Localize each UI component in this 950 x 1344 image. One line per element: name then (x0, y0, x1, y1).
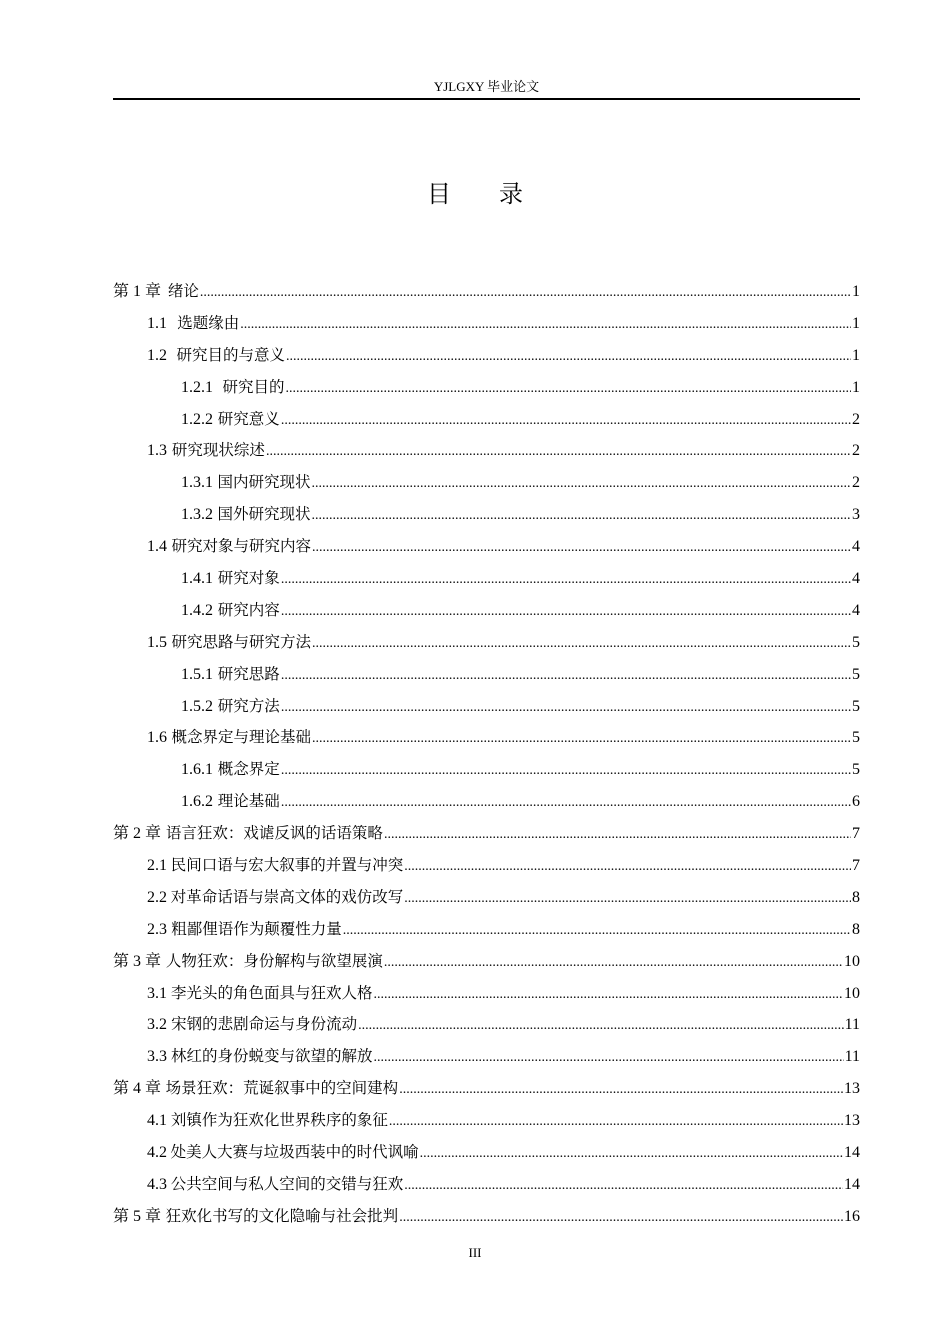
toc-entry-page: 11 (844, 1016, 860, 1034)
toc-entry-page: 14 (844, 1144, 860, 1162)
toc-entry-title: 粗鄙俚语作为颠覆性力量 (171, 919, 342, 938)
toc-entry-number: 2.2 (147, 888, 167, 906)
toc-entry-page: 5 (852, 633, 860, 651)
toc-entry-number: 1.5.1 (181, 665, 213, 683)
toc-dot-leader (281, 755, 851, 787)
toc-entry-page: 13 (844, 1112, 860, 1130)
toc-entry-page: 4 (852, 601, 860, 619)
toc-entry[interactable] (113, 627, 860, 659)
toc-entry-title: 研究目的 (222, 377, 285, 396)
toc-entry-number: 3.3 (147, 1048, 167, 1066)
toc-dot-leader (281, 660, 851, 692)
toc-entry[interactable] (113, 850, 860, 882)
toc-entry[interactable] (113, 1169, 860, 1201)
toc-entry-page: 11 (844, 1048, 860, 1066)
toc-entry-title: 公共空间与私人空间的交错与狂欢 (170, 1174, 404, 1193)
toc-dot-leader (373, 1042, 843, 1074)
toc-entry-title: 研究思路与研究方法 (171, 632, 312, 651)
toc-entry-title: 对革命话语与崇高文体的戏仿改写 (170, 887, 404, 906)
toc-entry-page: 13 (844, 1080, 860, 1098)
toc-entry-title: 研究目的与意义 (176, 345, 286, 364)
toc-entry-number: 3.2 (147, 1016, 167, 1034)
toc-dot-leader (286, 341, 851, 373)
toc-dot-leader (420, 1138, 843, 1170)
toc-entry-page: 6 (852, 793, 860, 811)
toc-entry[interactable] (113, 754, 860, 786)
toc-entry-number: 第 4 章 (113, 1080, 162, 1098)
toc-entry[interactable] (113, 1105, 860, 1137)
toc-entry[interactable] (113, 595, 860, 627)
toc-entry-page: 10 (844, 984, 860, 1002)
toc-dot-leader (312, 532, 851, 564)
toc-entry-number: 1.4.1 (181, 570, 213, 588)
toc-entry-page: 16 (844, 1207, 860, 1225)
toc-entry-page: 1 (852, 314, 860, 332)
toc-entry[interactable] (113, 978, 860, 1010)
toc-entry-number: 3.1 (147, 984, 167, 1002)
toc-entry[interactable] (113, 691, 860, 723)
toc-entry[interactable] (113, 786, 860, 818)
toc-entry[interactable] (113, 818, 860, 850)
toc-dot-leader (312, 628, 851, 660)
toc-entry-title: 刘镇作为狂欢化世界秩序的象征 (170, 1111, 388, 1130)
toc-entry-page: 10 (844, 952, 860, 970)
toc-entry-number: 1.2.2 (181, 410, 213, 428)
toc-entry-page: 5 (852, 761, 860, 779)
toc-entry-page: 2 (852, 442, 860, 460)
toc-entry-number: 1.3 (147, 442, 167, 460)
toc-entry-title: 研究对象 (217, 569, 280, 588)
toc-entry-title: 选题缘由 (177, 313, 240, 332)
toc-entry[interactable] (113, 659, 860, 691)
toc-dot-leader (358, 1010, 844, 1042)
toc-entry[interactable] (113, 1201, 860, 1233)
toc-entry-title: 狂欢化书写的文化隐喻与社会批判 (165, 1206, 399, 1225)
toc-entry[interactable] (113, 1073, 860, 1105)
toc-entry[interactable] (113, 531, 860, 563)
toc-entry-number: 4.3 (147, 1175, 167, 1193)
toc-entry-title: 概念界定 (217, 760, 280, 779)
toc-entry-title: 国内研究现状 (217, 473, 311, 492)
toc-entry-title: 场景狂欢：荒诞叙事中的空间建构 (165, 1079, 399, 1098)
toc-entry-title: 宋钢的悲剧命运与身份流动 (171, 1015, 358, 1034)
toc-entry-number: 4.2 (147, 1144, 167, 1162)
toc-dot-leader (240, 309, 851, 341)
toc-entry-number: 1.4.2 (181, 601, 213, 619)
toc-entry[interactable] (113, 276, 860, 308)
toc-entry-title: 李光头的角色面具与狂欢人格 (170, 983, 373, 1002)
toc-entry-number: 1.4 (147, 538, 167, 556)
toc-entry-title: 绪论 (167, 282, 199, 300)
toc-dot-leader (312, 468, 851, 500)
toc-entry-page: 1 (852, 283, 860, 300)
toc-entry[interactable] (113, 340, 860, 372)
toc-entry-page: 7 (852, 825, 860, 843)
toc-entry-number: 1.2.1 (181, 378, 213, 396)
toc-entry[interactable] (113, 308, 860, 340)
toc-entry-title: 人物狂欢：身份解构与欲望展演 (165, 951, 383, 970)
toc-entry-title: 研究现状综述 (171, 441, 265, 460)
toc-entry[interactable] (113, 914, 860, 946)
toc-entry-page: 3 (852, 506, 860, 524)
toc-dot-leader (373, 979, 843, 1011)
toc-entry-page: 2 (852, 410, 860, 428)
toc-entry-page: 1 (852, 378, 860, 396)
toc-dot-leader (404, 1170, 843, 1202)
toc-entry-number: 4.1 (147, 1112, 167, 1130)
toc-entry-title: 研究意义 (217, 409, 280, 428)
toc-entry[interactable] (113, 372, 860, 404)
toc-entry-page: 1 (852, 346, 860, 364)
toc-entry-page: 4 (852, 570, 860, 588)
toc-entry-title: 民间口语与宏大叙事的并置与冲突 (170, 856, 404, 875)
toc-dot-leader (399, 1202, 843, 1234)
toc-entry-number: 第 1 章 (113, 283, 162, 300)
header-rule (113, 98, 860, 100)
toc-dot-leader (404, 851, 851, 883)
toc-dot-leader (281, 692, 851, 724)
toc-dot-leader (404, 883, 851, 915)
toc-entry[interactable] (113, 882, 860, 914)
table-of-contents (113, 276, 860, 1233)
toc-entry-page: 5 (852, 729, 860, 747)
toc-entry-page: 7 (852, 857, 860, 875)
toc-entry-title: 概念界定与理论基础 (171, 728, 312, 747)
toc-entry-page: 2 (852, 474, 860, 492)
page-number: III (468, 1245, 482, 1260)
toc-dot-leader (399, 1074, 843, 1106)
toc-dot-leader (281, 405, 851, 437)
toc-entry-number: 1.3.2 (181, 506, 213, 524)
toc-entry-page: 4 (852, 538, 860, 556)
toc-entry-number: 1.5 (147, 633, 167, 651)
toc-entry-number: 2.1 (147, 857, 167, 875)
toc-entry-title: 处美人大赛与垃圾西装中的时代讽喻 (170, 1143, 419, 1162)
toc-entry-number: 1.6 (147, 729, 167, 747)
toc-entry-title: 理论基础 (217, 792, 280, 811)
toc-entry[interactable] (113, 499, 860, 531)
toc-entry-number: 1.3.1 (181, 474, 213, 492)
toc-entry-number: 1.5.2 (181, 697, 213, 715)
toc-entry-title: 国外研究现状 (217, 505, 311, 524)
toc-entry-number: 第 2 章 (113, 825, 162, 843)
toc-entry-page: 5 (852, 697, 860, 715)
toc-entry[interactable] (113, 404, 860, 436)
toc-entry[interactable] (113, 467, 860, 499)
toc-entry[interactable] (113, 563, 860, 595)
toc-entry-number: 1.2 (147, 346, 167, 364)
toc-dot-leader (266, 436, 851, 468)
toc-dot-leader (312, 723, 851, 755)
toc-dot-leader (384, 947, 843, 979)
toc-entry[interactable] (113, 435, 860, 467)
toc-entry-page: 5 (852, 665, 860, 683)
toc-entry-page: 14 (844, 1175, 860, 1193)
toc-entry-number: 第 3 章 (113, 952, 162, 970)
toc-entry-page: 8 (852, 920, 860, 938)
toc-dot-leader (281, 787, 851, 819)
toc-entry-title: 研究内容 (217, 600, 280, 619)
toc-entry[interactable] (113, 1137, 860, 1169)
toc-entry-number: 第 5 章 (113, 1207, 162, 1225)
toc-entry-title: 研究方法 (217, 696, 280, 715)
toc-dot-leader (200, 277, 851, 309)
toc-dot-leader (281, 564, 851, 596)
toc-dot-leader (312, 500, 851, 532)
toc-entry-title: 研究思路 (217, 664, 280, 683)
toc-entry-number: 1.6.2 (181, 793, 213, 811)
toc-entry[interactable] (113, 1009, 860, 1041)
toc-entry[interactable] (113, 722, 860, 754)
toc-entry-title: 林红的身份蜕变与欲望的解放 (170, 1047, 373, 1066)
toc-entry-number: 1.1 (147, 314, 167, 332)
toc-title: 目录 (427, 180, 571, 208)
toc-entry-number: 2.3 (147, 920, 167, 938)
toc-dot-leader (281, 596, 851, 628)
toc-entry[interactable] (113, 946, 860, 978)
toc-entry-title: 研究对象与研究内容 (171, 537, 312, 556)
toc-dot-leader (286, 373, 851, 405)
page-header: YJLGXY 毕业论文 (433, 79, 540, 94)
toc-entry-title: 语言狂欢：戏谑反讽的话语策略 (165, 824, 383, 843)
toc-dot-leader (343, 915, 851, 947)
toc-entry[interactable] (113, 1041, 860, 1073)
toc-dot-leader (389, 1106, 843, 1138)
toc-entry-number: 1.6.1 (181, 761, 213, 779)
toc-dot-leader (384, 819, 851, 851)
toc-entry-page: 8 (852, 888, 860, 906)
